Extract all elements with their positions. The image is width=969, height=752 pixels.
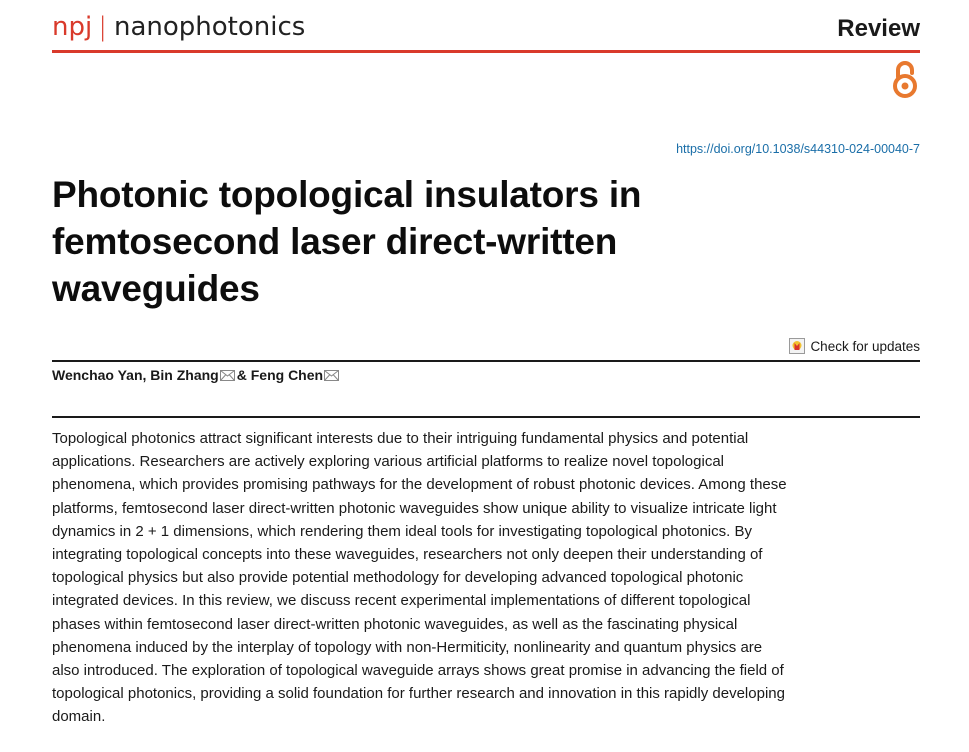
- author-list: [52, 367, 341, 383]
- author-name[interactable]: Wenchao Yan: [52, 367, 143, 383]
- author-name[interactable]: Feng Chen: [250, 367, 324, 383]
- article-type-label: Review: [837, 15, 920, 42]
- email-icon[interactable]: [324, 370, 339, 381]
- article-title: Photonic topological insulators in femtosecond laser direct-written waveguides: [52, 174, 642, 309]
- authors-bottom-rule: [52, 416, 920, 418]
- journal-title: nanophotonics: [113, 12, 306, 42]
- open-access-lock-icon: [889, 59, 921, 99]
- check-for-updates-label: Check for updates: [810, 338, 920, 354]
- journal-name: [52, 12, 305, 42]
- header-divider: [52, 50, 920, 53]
- check-for-updates-button[interactable]: [789, 338, 920, 354]
- crossmark-icon: [789, 338, 805, 354]
- author-joiner: &: [236, 367, 251, 383]
- journal-prefix: npj: [52, 12, 93, 42]
- authors-top-rule: [52, 360, 920, 362]
- abstract-text: Topological photonics attract significant interests due to their intriguing fundamental physics and potential applications. Researchers are actively exploring various artificial platforms to realize novel topological phenomena, which provides promising pathways for the development of robust photonic devices. Among these platforms, femtosecond laser direct-written photonic waveguides show unique ability to visualize intricate light dynamics in 2 + 1 dimensions, which rendering them ideal tools for investigating topological photonics. By integrating topological concepts into these waveguides, researchers not only deepen their understanding of topological physics but also provide potential methodology for developing advanced topological photonic integrated devices. In this review, we discuss recent experimental implementations of different topological phases within femtosecond laser direct-written photonic waveguides, as well as the fascinating physical phenomena induced by the interplay of topology with non-Hermiticity, nonlinearity and quantum physics are also introduced. The exploration of topological waveguide arrays shows great promise in advancing the field of topological photonics, providing a solid foundation for further research and innovation in this rapidly developing domain.: [52, 430, 787, 726]
- author-name[interactable]: Bin Zhang: [150, 367, 219, 383]
- journal-separator: |: [98, 12, 107, 42]
- email-icon[interactable]: [220, 370, 235, 381]
- author-separator: ,: [142, 367, 151, 383]
- doi-link[interactable]: https://doi.org/10.1038/s44310-024-00040-7: [676, 142, 920, 156]
